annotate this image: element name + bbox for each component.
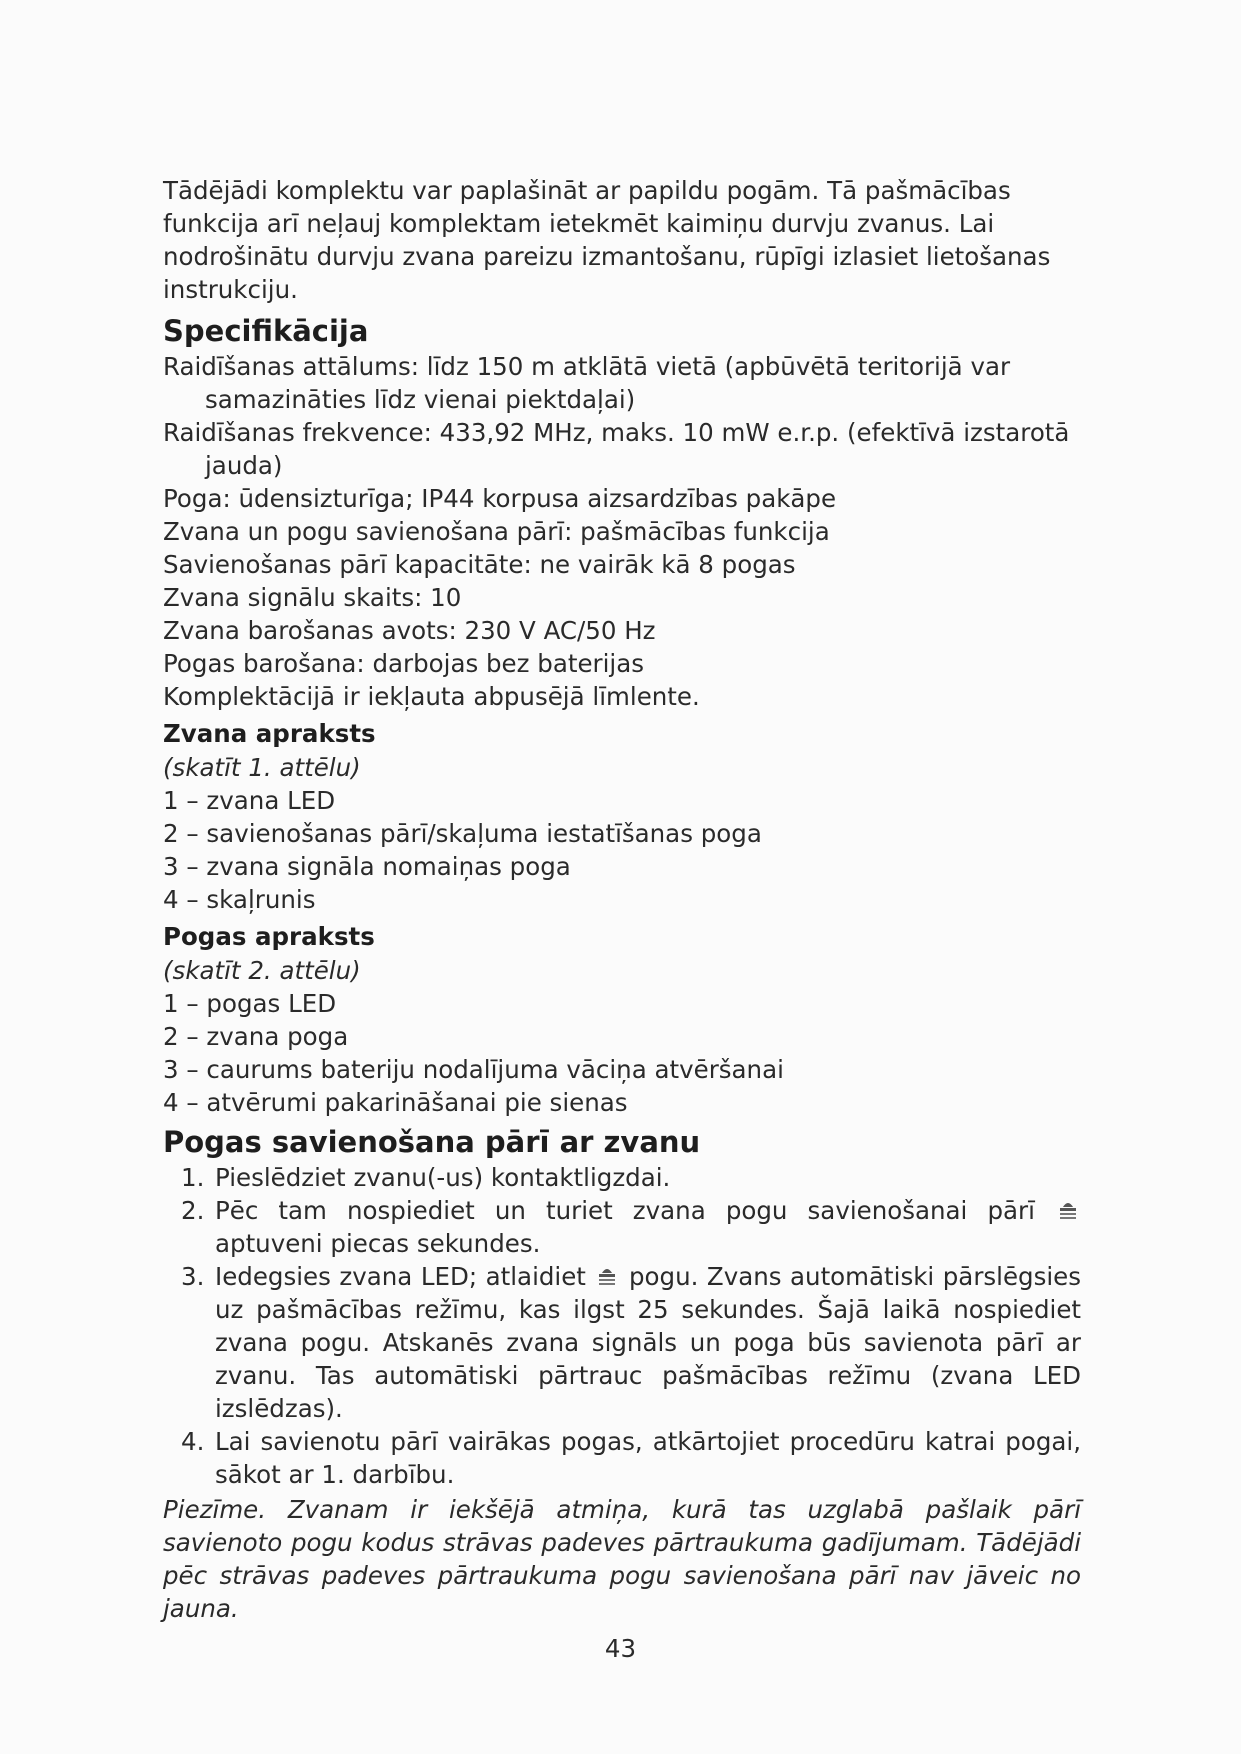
- page-content: [163, 174, 1081, 1625]
- button-description-heading: Pogas apraksts: [163, 922, 375, 951]
- spec-item: Raidīšanas attālums: līdz 150 m atklātā vietā (apbūvētā teritorijā var samazināties līdz vienai piektdaļai): [163, 352, 1011, 414]
- spec-item: Raidīšanas frekvence: 433,92 MHz, maks. 10 mW e.r.p. (efektīvā izstarotā jauda): [163, 418, 1070, 480]
- spec-item: Komplektācijā ir iekļauta abpusējā līmlente.: [163, 682, 700, 711]
- pairing-step: [163, 1194, 1081, 1260]
- bell-part-item: 2 – savienošanas pārī/skaļuma iestatīšanas poga: [163, 819, 762, 848]
- spec-item: Zvana un pogu savienošana pārī: pašmācības funkcija: [163, 517, 830, 546]
- step-number: 4.: [181, 1427, 205, 1456]
- step-text: Pieslēdziet zvanu(-us) kontaktligzdai.: [215, 1163, 671, 1192]
- pairing-step: [163, 1260, 1081, 1425]
- button-part-item: 2 – zvana poga: [163, 1022, 349, 1051]
- button-part-item: 4 – atvērumi pakarināšanai pie sienas: [163, 1088, 628, 1117]
- step-number: 3.: [181, 1262, 205, 1291]
- spec-item: Savienošanas pārī kapacitāte: ne vairāk kā 8 pogas: [163, 550, 796, 579]
- bell-part-item: 4 – skaļrunis: [163, 885, 316, 914]
- note-paragraph: Piezīme. Zvanam ir iekšējā atmiņa, kurā tas uzglabā pašlaik pārī savienoto pogu kodus strāvas padeves pārtraukuma gadījumam. Tādējādi pēc strāvas padeves pārtraukuma pogu savienošana pārī nav jāveic no jauna.: [163, 1495, 1081, 1623]
- spec-item: Zvana signālu skaits: 10: [163, 583, 462, 612]
- pairing-step: [163, 1161, 1081, 1194]
- step-text: Pēc tam nospiediet un turiet zvana pogu savienošanai pārī: [215, 1196, 1035, 1225]
- step-text: aptuveni piecas sekundes.: [215, 1229, 541, 1258]
- step-text: pogu. Zvans automātiski pārslēgsies uz pašmācības režīmu, kas ilgst 25 sekundes. Šajā laikā nospiediet zvana pogu. Atskanēs zvana signāls un poga būs savienota pārī ar zvanu. Tas automātiski pārtrauc pašmācības režīmu (zvana LED izslēdzas).: [215, 1262, 1081, 1423]
- spec-item: Pogas barošana: darbojas bez baterijas: [163, 649, 644, 678]
- intro-paragraph: Tādējādi komplektu var paplašināt ar papildu pogām. Tā pašmācības funkcija arī neļauj komplektam ietekmēt kaimiņu durvju zvanus. Lai nodrošinātu durvju zvana pareizu izmantošanu, rūpīgi izlasiet lietošanas instrukciju.: [163, 176, 1051, 304]
- bell-figure-reference: (skatīt 1. attēlu): [163, 753, 361, 782]
- page-number: 43: [604, 1634, 637, 1663]
- pairing-step: [163, 1425, 1081, 1491]
- pairing-heading: Pogas savienošana pārī ar zvanu: [163, 1125, 701, 1159]
- bell-part-item: 3 – zvana signāla nomaiņas poga: [163, 852, 571, 881]
- spec-item: Zvana barošanas avots: 230 V AC/50 Hz: [163, 616, 656, 645]
- pairing-button-icon: [596, 1263, 618, 1289]
- step-number: 2.: [181, 1196, 205, 1225]
- pairing-steps: [163, 1161, 1081, 1491]
- bell-description-heading: Zvana apraksts: [163, 719, 376, 748]
- step-text: Lai savienotu pārī vairākas pogas, atkārtojiet procedūru katrai pogai, sākot ar 1. darbību.: [215, 1427, 1081, 1489]
- button-part-item: 1 – pogas LED: [163, 989, 337, 1018]
- button-part-item: 3 – caurums bateriju nodalījuma vāciņa atvēršanai: [163, 1055, 784, 1084]
- bell-part-item: 1 – zvana LED: [163, 786, 336, 815]
- spec-item: Poga: ūdensizturīga; IP44 korpusa aizsardzības pakāpe: [163, 484, 837, 513]
- button-figure-reference: (skatīt 2. attēlu): [163, 956, 361, 985]
- step-number: 1.: [181, 1163, 205, 1192]
- step-text: Iedegsies zvana LED; atlaidiet: [215, 1262, 586, 1291]
- pairing-button-icon: [1057, 1197, 1079, 1223]
- spec-heading: Specifikācija: [163, 314, 369, 348]
